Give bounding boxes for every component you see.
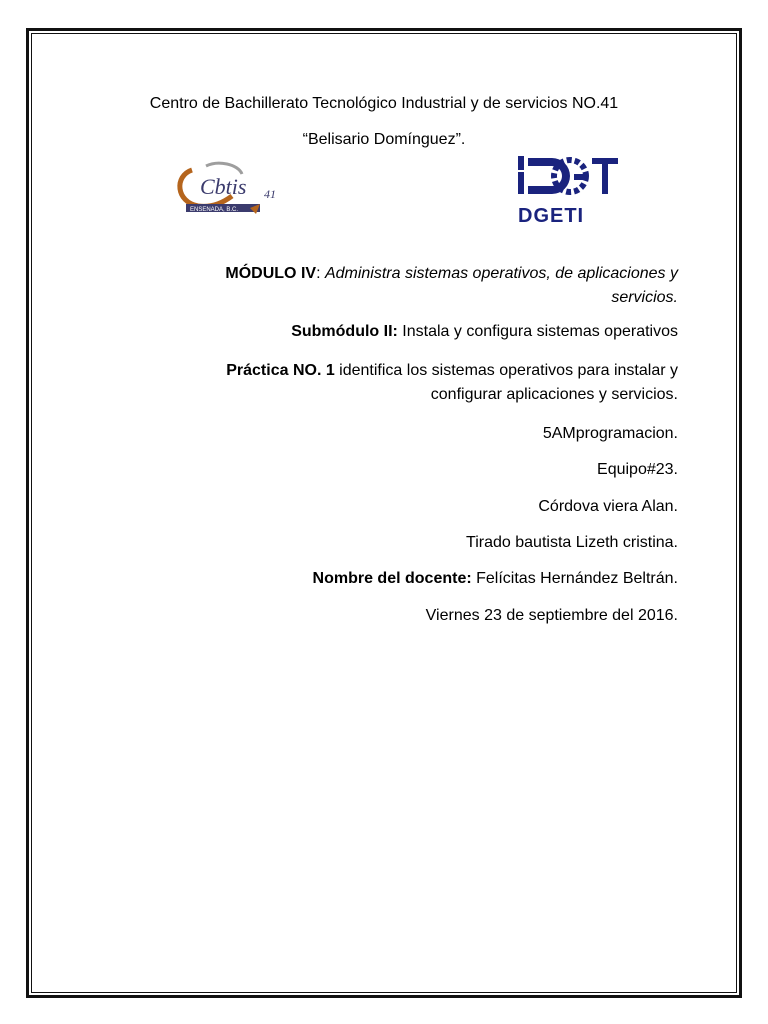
fecha: Viernes 23 de septiembre del 2016.	[425, 607, 678, 624]
cbtis-logo	[172, 158, 292, 220]
submodulo-text: Instala y configura sistemas operativos	[397, 323, 678, 340]
dgeti-logo-text: DGETI	[518, 205, 585, 227]
submodulo-label: Submódulo II:	[291, 323, 398, 340]
docente-line	[313, 567, 678, 591]
alumno-2: Tirado bautista Lizeth cristina.	[466, 534, 678, 551]
practica-line2: configurar aplicaciones y servicios.	[430, 386, 678, 403]
school-name: “Belisario Domínguez”.	[302, 131, 466, 148]
dgeti-logo	[514, 152, 626, 228]
modulo-sep: :	[316, 265, 325, 282]
practica-line1	[226, 359, 678, 383]
modulo-line1	[225, 262, 678, 286]
practica-text-1: identifica los sistemas operativos para instalar y	[334, 362, 678, 379]
docente-label: Nombre del docente:	[312, 570, 472, 587]
modulo-text-1: Administra sistemas operativos, de aplicaciones y	[324, 265, 678, 282]
cbtis-logo-number: 41	[264, 187, 276, 201]
docente-name: Felícitas Hernández Beltrán.	[471, 570, 678, 587]
equipo: Equipo#23.	[597, 461, 678, 478]
submodulo-line	[291, 320, 678, 344]
modulo-label: MÓDULO IV	[225, 265, 317, 282]
practica-label: Práctica NO. 1	[226, 362, 335, 379]
grupo: 5AMprogramacion.	[542, 425, 678, 442]
cbtis-logo-subtext: ENSENADA, B.C.	[190, 207, 239, 213]
cbtis-logo-text: Cbtis	[200, 174, 247, 199]
modulo-line2: servicios.	[611, 289, 678, 306]
alumno-1: Córdova viera Alan.	[538, 498, 678, 515]
institution-title: Centro de Bachillerato Tecnológico Industrial y de servicios NO.41	[149, 95, 619, 112]
